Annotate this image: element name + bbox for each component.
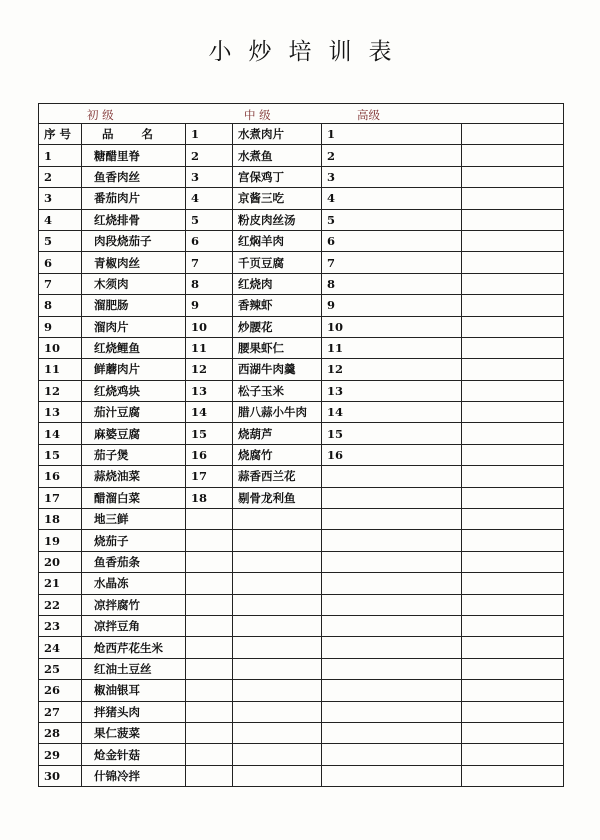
intermediate-no bbox=[186, 530, 233, 551]
empty-cell bbox=[462, 680, 564, 701]
table-row bbox=[39, 530, 564, 551]
beginner-name: 鲜蘑肉片 bbox=[82, 359, 186, 380]
table-row bbox=[39, 316, 564, 337]
beginner-no: 30 bbox=[39, 765, 82, 786]
table-row bbox=[39, 145, 564, 166]
advanced-no: 3 bbox=[322, 166, 462, 187]
intermediate-no: 4 bbox=[186, 188, 233, 209]
level-beginner: 初 级 bbox=[87, 108, 114, 122]
table-row bbox=[39, 380, 564, 401]
advanced-no: 6 bbox=[322, 230, 462, 251]
empty-cell bbox=[462, 209, 564, 230]
beginner-name: 凉拌豆角 bbox=[82, 615, 186, 636]
intermediate-no: 14 bbox=[186, 402, 233, 423]
intermediate-name bbox=[233, 701, 322, 722]
intermediate-no: 7 bbox=[186, 252, 233, 273]
table-row bbox=[39, 230, 564, 251]
empty-cell bbox=[462, 658, 564, 679]
table-row bbox=[39, 188, 564, 209]
beginner-name: 烧茄子 bbox=[82, 530, 186, 551]
intermediate-name: 腊八蒜小牛肉 bbox=[233, 402, 322, 423]
empty-cell bbox=[462, 551, 564, 572]
beginner-name: 溜肉片 bbox=[82, 316, 186, 337]
intermediate-no: 15 bbox=[186, 423, 233, 444]
intermediate-name: 水煮肉片 bbox=[233, 124, 322, 145]
intermediate-name bbox=[233, 573, 322, 594]
beginner-no: 7 bbox=[39, 273, 82, 294]
intermediate-name bbox=[233, 551, 322, 572]
empty-cell bbox=[462, 509, 564, 530]
intermediate-name bbox=[233, 680, 322, 701]
page-title: 小炒培训表 bbox=[208, 39, 409, 65]
beginner-no: 13 bbox=[39, 402, 82, 423]
beginner-no: 5 bbox=[39, 230, 82, 251]
empty-cell bbox=[462, 573, 564, 594]
advanced-no bbox=[322, 466, 462, 487]
advanced-no: 1 bbox=[322, 124, 462, 145]
beginner-name: 麻婆豆腐 bbox=[82, 423, 186, 444]
empty-cell bbox=[462, 295, 564, 316]
intermediate-no: 9 bbox=[186, 295, 233, 316]
beginner-no: 23 bbox=[39, 615, 82, 636]
intermediate-no bbox=[186, 701, 233, 722]
intermediate-name: 香辣虾 bbox=[233, 295, 322, 316]
empty-cell bbox=[462, 615, 564, 636]
beginner-name: 鱼香肉丝 bbox=[82, 166, 186, 187]
intermediate-no bbox=[186, 509, 233, 530]
beginner-no: 4 bbox=[39, 209, 82, 230]
table-row bbox=[39, 615, 564, 636]
advanced-no bbox=[322, 637, 462, 658]
empty-cell bbox=[462, 188, 564, 209]
intermediate-no bbox=[186, 680, 233, 701]
advanced-no: 9 bbox=[322, 295, 462, 316]
beginner-name: 地三鲜 bbox=[82, 509, 186, 530]
beginner-no: 1 bbox=[39, 145, 82, 166]
advanced-no: 7 bbox=[322, 252, 462, 273]
beginner-no: 22 bbox=[39, 594, 82, 615]
advanced-no: 15 bbox=[322, 423, 462, 444]
empty-cell bbox=[462, 701, 564, 722]
beginner-name: 椒油银耳 bbox=[82, 680, 186, 701]
advanced-no bbox=[322, 615, 462, 636]
empty-cell bbox=[462, 423, 564, 444]
level-intermediate: 中 级 bbox=[244, 108, 271, 122]
intermediate-name bbox=[233, 658, 322, 679]
advanced-no: 13 bbox=[322, 380, 462, 401]
empty-cell bbox=[462, 637, 564, 658]
advanced-no: 14 bbox=[322, 402, 462, 423]
empty-cell bbox=[462, 722, 564, 743]
table-row bbox=[39, 551, 564, 572]
beginner-name: 水晶冻 bbox=[82, 573, 186, 594]
table-row bbox=[39, 573, 564, 594]
table-row bbox=[39, 166, 564, 187]
beginner-no: 29 bbox=[39, 744, 82, 765]
beginner-no: 8 bbox=[39, 295, 82, 316]
empty-cell bbox=[462, 124, 564, 145]
beginner-name: 炝金针菇 bbox=[82, 744, 186, 765]
beginner-name: 番茄肉片 bbox=[82, 188, 186, 209]
intermediate-name bbox=[233, 615, 322, 636]
advanced-no: 4 bbox=[322, 188, 462, 209]
advanced-no: 8 bbox=[322, 273, 462, 294]
advanced-no: 16 bbox=[322, 444, 462, 465]
table-row bbox=[39, 509, 564, 530]
beginner-no: 26 bbox=[39, 680, 82, 701]
intermediate-no: 10 bbox=[186, 316, 233, 337]
table-row bbox=[39, 680, 564, 701]
beginner-name: 木须肉 bbox=[82, 273, 186, 294]
empty-cell bbox=[462, 337, 564, 358]
intermediate-no bbox=[186, 658, 233, 679]
beginner-name: 凉拌腐竹 bbox=[82, 594, 186, 615]
empty-cell bbox=[462, 273, 564, 294]
empty-cell bbox=[462, 530, 564, 551]
empty-cell bbox=[462, 166, 564, 187]
beginner-no: 9 bbox=[39, 316, 82, 337]
advanced-no bbox=[322, 594, 462, 615]
intermediate-no: 2 bbox=[186, 145, 233, 166]
beginner-name: 果仁菠菜 bbox=[82, 722, 186, 743]
intermediate-no bbox=[186, 744, 233, 765]
beginner-no: 10 bbox=[39, 337, 82, 358]
intermediate-no bbox=[186, 722, 233, 743]
intermediate-name bbox=[233, 765, 322, 786]
empty-cell bbox=[462, 380, 564, 401]
advanced-no bbox=[322, 509, 462, 530]
beginner-no: 14 bbox=[39, 423, 82, 444]
empty-cell bbox=[462, 744, 564, 765]
beginner-no: 27 bbox=[39, 701, 82, 722]
beginner-no: 6 bbox=[39, 252, 82, 273]
intermediate-name: 烧腐竹 bbox=[233, 444, 322, 465]
advanced-no: 11 bbox=[322, 337, 462, 358]
table-row bbox=[39, 423, 564, 444]
intermediate-no: 3 bbox=[186, 166, 233, 187]
empty-cell bbox=[462, 252, 564, 273]
intermediate-no: 5 bbox=[186, 209, 233, 230]
beginner-name: 红烧鸡块 bbox=[82, 380, 186, 401]
advanced-no bbox=[322, 551, 462, 572]
intermediate-name: 粉皮肉丝汤 bbox=[233, 209, 322, 230]
beginner-no: 12 bbox=[39, 380, 82, 401]
header-seq: 序 号 bbox=[39, 124, 82, 145]
advanced-no bbox=[322, 744, 462, 765]
advanced-no: 2 bbox=[322, 145, 462, 166]
beginner-no: 19 bbox=[39, 530, 82, 551]
training-table bbox=[38, 103, 564, 787]
beginner-name: 茄汁豆腐 bbox=[82, 402, 186, 423]
table-row bbox=[39, 466, 564, 487]
advanced-no bbox=[322, 722, 462, 743]
beginner-name: 糖醋里脊 bbox=[82, 145, 186, 166]
intermediate-no bbox=[186, 573, 233, 594]
level-row bbox=[39, 104, 564, 124]
empty-cell bbox=[462, 316, 564, 337]
intermediate-no: 16 bbox=[186, 444, 233, 465]
beginner-no: 2 bbox=[39, 166, 82, 187]
advanced-no bbox=[322, 765, 462, 786]
beginner-no: 3 bbox=[39, 188, 82, 209]
advanced-no: 5 bbox=[322, 209, 462, 230]
table-row bbox=[39, 295, 564, 316]
empty-cell bbox=[462, 230, 564, 251]
level-advanced: 高级 bbox=[357, 108, 380, 122]
intermediate-no: 17 bbox=[186, 466, 233, 487]
intermediate-no: 12 bbox=[186, 359, 233, 380]
beginner-name: 鱼香茄条 bbox=[82, 551, 186, 572]
advanced-no bbox=[322, 530, 462, 551]
table-row bbox=[39, 444, 564, 465]
intermediate-no: 18 bbox=[186, 487, 233, 508]
table-row bbox=[39, 637, 564, 658]
intermediate-name: 水煮鱼 bbox=[233, 145, 322, 166]
beginner-no: 28 bbox=[39, 722, 82, 743]
intermediate-name bbox=[233, 530, 322, 551]
beginner-no: 20 bbox=[39, 551, 82, 572]
header-name: 品 名 bbox=[82, 124, 186, 145]
beginner-name: 溜肥肠 bbox=[82, 295, 186, 316]
beginner-name: 青椒肉丝 bbox=[82, 252, 186, 273]
table-row bbox=[39, 337, 564, 358]
beginner-no: 16 bbox=[39, 466, 82, 487]
table-row bbox=[39, 209, 564, 230]
advanced-no bbox=[322, 573, 462, 594]
empty-cell bbox=[462, 487, 564, 508]
intermediate-name: 蒜香西兰花 bbox=[233, 466, 322, 487]
table-row bbox=[39, 658, 564, 679]
intermediate-no: 13 bbox=[186, 380, 233, 401]
intermediate-name bbox=[233, 509, 322, 530]
beginner-name: 拌猪头肉 bbox=[82, 701, 186, 722]
intermediate-no bbox=[186, 594, 233, 615]
intermediate-no bbox=[186, 615, 233, 636]
beginner-no: 18 bbox=[39, 509, 82, 530]
intermediate-name bbox=[233, 722, 322, 743]
beginner-name: 醋溜白菜 bbox=[82, 487, 186, 508]
intermediate-name: 京酱三吃 bbox=[233, 188, 322, 209]
intermediate-name: 宫保鸡丁 bbox=[233, 166, 322, 187]
beginner-name: 什锦冷拌 bbox=[82, 765, 186, 786]
beginner-name: 茄子煲 bbox=[82, 444, 186, 465]
table-row bbox=[39, 722, 564, 743]
advanced-no bbox=[322, 658, 462, 679]
intermediate-name: 红焖羊肉 bbox=[233, 230, 322, 251]
beginner-no: 25 bbox=[39, 658, 82, 679]
intermediate-no bbox=[186, 765, 233, 786]
header-row bbox=[39, 124, 564, 145]
intermediate-name: 剔骨龙利鱼 bbox=[233, 487, 322, 508]
advanced-no: 12 bbox=[322, 359, 462, 380]
intermediate-no: 1 bbox=[186, 124, 233, 145]
intermediate-name: 千页豆腐 bbox=[233, 252, 322, 273]
intermediate-name: 红烧肉 bbox=[233, 273, 322, 294]
table-row bbox=[39, 701, 564, 722]
advanced-no: 10 bbox=[322, 316, 462, 337]
advanced-no bbox=[322, 487, 462, 508]
table-row bbox=[39, 359, 564, 380]
advanced-no bbox=[322, 701, 462, 722]
table-row bbox=[39, 402, 564, 423]
table-row bbox=[39, 744, 564, 765]
empty-cell bbox=[462, 594, 564, 615]
empty-cell bbox=[462, 466, 564, 487]
table-row bbox=[39, 273, 564, 294]
beginner-no: 15 bbox=[39, 444, 82, 465]
beginner-name: 红油土豆丝 bbox=[82, 658, 186, 679]
intermediate-name: 腰果虾仁 bbox=[233, 337, 322, 358]
intermediate-no bbox=[186, 551, 233, 572]
intermediate-name: 烧葫芦 bbox=[233, 423, 322, 444]
intermediate-no bbox=[186, 637, 233, 658]
empty-cell bbox=[462, 444, 564, 465]
empty-cell bbox=[462, 402, 564, 423]
table-row bbox=[39, 594, 564, 615]
intermediate-no: 6 bbox=[186, 230, 233, 251]
beginner-name: 红烧鲤鱼 bbox=[82, 337, 186, 358]
table-row bbox=[39, 765, 564, 786]
empty-cell bbox=[462, 765, 564, 786]
beginner-no: 17 bbox=[39, 487, 82, 508]
intermediate-name: 西湖牛肉羹 bbox=[233, 359, 322, 380]
intermediate-name bbox=[233, 744, 322, 765]
beginner-no: 11 bbox=[39, 359, 82, 380]
beginner-no: 21 bbox=[39, 573, 82, 594]
table-row bbox=[39, 252, 564, 273]
intermediate-no: 11 bbox=[186, 337, 233, 358]
empty-cell bbox=[462, 359, 564, 380]
intermediate-name bbox=[233, 637, 322, 658]
beginner-name: 炝西芹花生米 bbox=[82, 637, 186, 658]
empty-cell bbox=[462, 145, 564, 166]
intermediate-name: 炒腰花 bbox=[233, 316, 322, 337]
beginner-no: 24 bbox=[39, 637, 82, 658]
intermediate-no: 8 bbox=[186, 273, 233, 294]
table-row bbox=[39, 487, 564, 508]
beginner-name: 红烧排骨 bbox=[82, 209, 186, 230]
beginner-name: 蒜烧油菜 bbox=[82, 466, 186, 487]
beginner-name: 肉段烧茄子 bbox=[82, 230, 186, 251]
advanced-no bbox=[322, 680, 462, 701]
intermediate-name: 松子玉米 bbox=[233, 380, 322, 401]
intermediate-name bbox=[233, 594, 322, 615]
